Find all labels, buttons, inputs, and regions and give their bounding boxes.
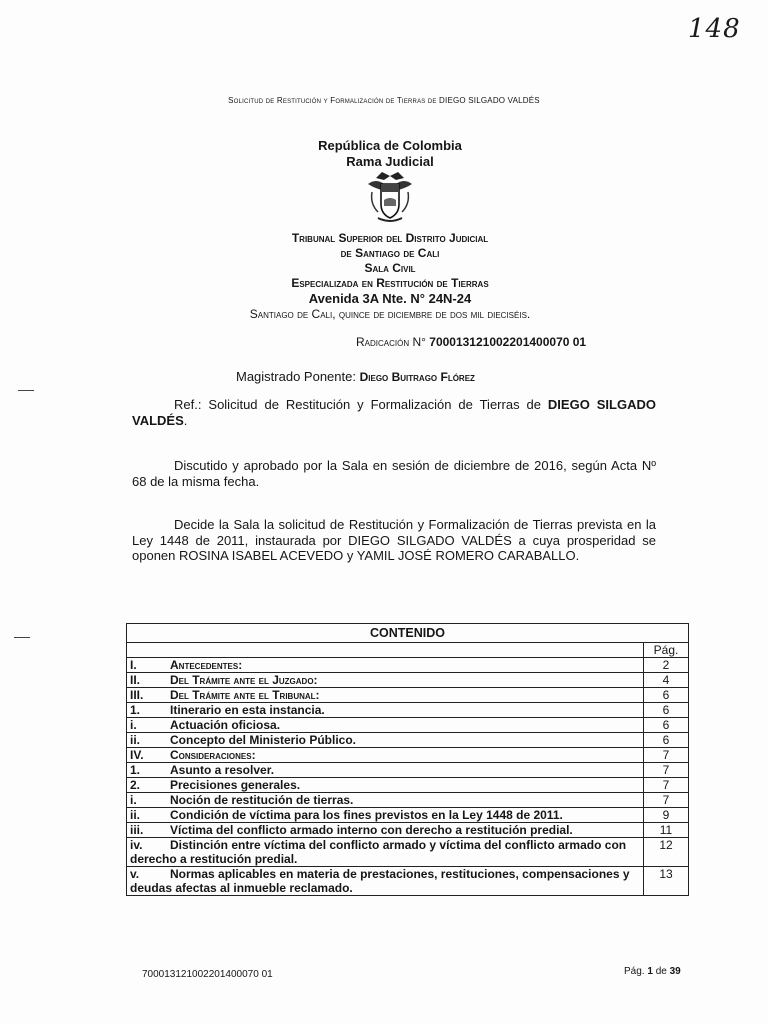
toc-row-title: Antecedentes: <box>170 658 243 672</box>
toc-row <box>127 688 689 703</box>
decision-paragraph <box>132 517 656 564</box>
margin-mark <box>18 390 34 391</box>
footer-page-total: 39 <box>669 966 681 977</box>
toc-row <box>127 703 689 718</box>
toc-row <box>127 793 689 808</box>
toc-row-number: III. <box>130 688 144 702</box>
toc-row-page: 6 <box>644 703 689 718</box>
toc-row-title: Del Trámite ante el Tribunal: <box>170 688 320 702</box>
toc-row-title: Consideraciones: <box>170 748 256 762</box>
toc-row-number: 1. <box>130 703 141 717</box>
running-head: Solicitud de Restitución y Formalización de Tierras de DIEGO SILGADO VALDÉS <box>228 96 540 105</box>
toc-row-number: i. <box>130 718 137 732</box>
court-line-3: Sala Civil <box>364 261 416 275</box>
toc-row-page: 6 <box>644 718 689 733</box>
reference-name: DIEGO SILGADO VALDÉS <box>132 397 656 428</box>
toc-row <box>127 823 689 838</box>
toc-row-page: 6 <box>644 688 689 703</box>
toc-page-header-row <box>127 643 689 658</box>
toc-row-title: Normas aplicables en materia de prestaciones, restituciones, compensaciones y deudas afectas al inmueble reclamado. <box>130 867 630 895</box>
toc-row-page: 9 <box>644 808 689 823</box>
toc-row-page: 7 <box>644 748 689 763</box>
toc-row-number: 2. <box>130 778 141 792</box>
court-address: Avenida 3A Nte. N° 24N-24 <box>308 291 472 306</box>
toc-row-number: iii. <box>130 823 144 837</box>
toc-row-number: I. <box>130 658 137 672</box>
reference-end: . <box>183 412 188 428</box>
toc-row-title: Actuación oficiosa. <box>170 718 281 732</box>
toc-row-number: 1. <box>130 763 141 777</box>
toc-row <box>127 733 689 748</box>
magistrado-label: Magistrado Ponente: <box>236 369 356 384</box>
toc-row-page: 2 <box>644 658 689 673</box>
toc-page-header: Pág. <box>644 643 689 658</box>
toc-row <box>127 778 689 793</box>
court-line-2: de Santiago de Cali <box>340 246 440 260</box>
toc-row-number: ii. <box>130 808 141 822</box>
toc-row-title: Asunto a resolver. <box>170 763 275 777</box>
toc-row-title: Víctima del conflicto armado interno con derecho a restitución predial. <box>170 823 573 837</box>
toc-row-number: II. <box>130 673 141 687</box>
footer-page-current: 1 <box>647 966 653 977</box>
toc-row-number: v. <box>130 867 140 881</box>
toc-row-page: 11 <box>644 823 689 838</box>
toc-row <box>127 838 689 867</box>
footer-radicacion: 700013121002201400070 01 <box>142 969 273 980</box>
table-of-contents <box>126 623 689 896</box>
toc-row-title: Precisiones generales. <box>170 778 301 792</box>
footer-page-number <box>624 966 681 977</box>
coat-of-arms-seal <box>362 170 418 226</box>
decision-text: Decide la Sala la solicitud de Restitución y Formalización de Tierras prevista en la Ley 1448 de 2011, instaurada por DIEGO SILGADO VALDÉS a cuya prosperidad se oponen ROSINA ISABEL ACEVEDO y YAMIL JOSÉ ROMERO CARABALLO. <box>132 517 656 563</box>
toc-row-page: 6 <box>644 733 689 748</box>
footer-page-label: Pág. <box>624 966 645 977</box>
toc-row <box>127 867 689 896</box>
toc-row-title: Distinción entre víctima del conflicto armado y víctima del conflicto armado con derecho a restitución predial. <box>130 838 627 866</box>
toc-row-page: 7 <box>644 793 689 808</box>
toc-row-title: Itinerario en esta instancia. <box>170 703 325 717</box>
radicacion-number: 700013121002201400070 01 <box>429 335 587 349</box>
margin-mark <box>14 637 30 638</box>
header-branch: Rama Judicial <box>346 154 434 169</box>
reference-text: Ref.: Solicitud de Restitución y Formalización de Tierras de <box>174 397 541 412</box>
discussed-text: Discutido y aprobado por la Sala en sesión de diciembre de 2016, según Acta Nº 68 de la misma fecha. <box>132 458 656 489</box>
toc-row <box>127 748 689 763</box>
toc-row-number: iv. <box>130 838 143 852</box>
magistrado-name: Diego Buitrago Flórez <box>359 370 475 384</box>
toc-row-page: 12 <box>644 838 689 867</box>
toc-row <box>127 673 689 688</box>
discussed-paragraph <box>132 458 656 489</box>
footer-of-label: de <box>655 966 667 977</box>
toc-row <box>127 718 689 733</box>
toc-row-page: 7 <box>644 778 689 793</box>
toc-title-row <box>127 624 689 643</box>
court-line-4: Especializada en Restitución de Tierras <box>291 276 489 290</box>
toc-row-number: IV. <box>130 748 144 762</box>
toc-row-number: i. <box>130 793 137 807</box>
toc-row-number: ii. <box>130 733 141 747</box>
toc-row-title: Del Trámite ante el Juzgado: <box>170 673 318 687</box>
header-country: República de Colombia <box>318 138 462 153</box>
city-date-line: Santiago de Cali, quince de diciembre de dos mil dieciséis. <box>249 307 531 321</box>
court-line-1: Tribunal Superior del Distrito Judicial <box>291 231 489 245</box>
radicacion-label: Radicación N° <box>356 335 426 349</box>
toc-row-title: Noción de restitución de tierras. <box>170 793 354 807</box>
toc-row-title: Condición de víctima para los fines previstos en la Ley 1448 de 2011. <box>170 808 563 822</box>
toc-row-page: 13 <box>644 867 689 896</box>
toc-row <box>127 808 689 823</box>
toc-row-title: Concepto del Ministerio Público. <box>170 733 357 747</box>
toc-row-page: 7 <box>644 763 689 778</box>
radicacion-line <box>356 335 586 349</box>
reference-paragraph <box>132 397 656 428</box>
toc-title: CONTENIDO <box>127 624 689 643</box>
magistrado-line <box>236 369 475 384</box>
toc-row <box>127 658 689 673</box>
handwritten-page-number: 148 <box>688 14 741 44</box>
toc-row-page: 4 <box>644 673 689 688</box>
toc-row <box>127 763 689 778</box>
